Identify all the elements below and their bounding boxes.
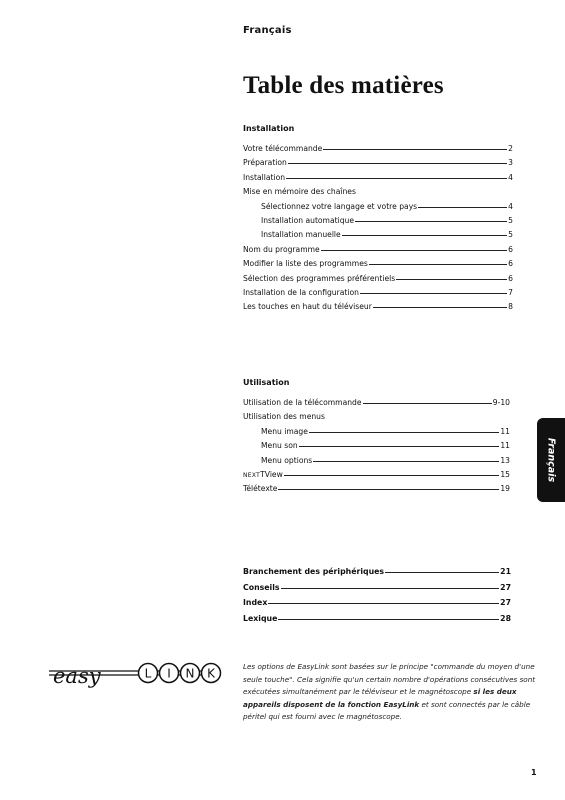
page-ref: 6	[508, 273, 513, 283]
toc-entry[interactable]: Branchement des périphériques 21	[243, 564, 511, 580]
page-ref: 9-10	[492, 398, 510, 407]
toc-entry[interactable]: Conseils 27	[243, 580, 511, 596]
page-ref: 19	[500, 484, 510, 494]
toc-subentry[interactable]: Installation manuelle 5	[243, 228, 513, 242]
toc-entry[interactable]: Nom du programme 6	[243, 243, 513, 257]
page-ref: 4	[508, 172, 513, 182]
section-heading-utilisation: Utilisation	[243, 378, 290, 387]
svg-text:N: N	[185, 666, 195, 681]
toc-entry-group: Mise en mémoire des chaînes	[243, 187, 356, 197]
toc-subentry[interactable]: Installation automatique 5	[243, 214, 513, 228]
dot-leader	[268, 603, 499, 604]
toc-subentry[interactable]: Sélectionnez votre langage et votre pays 4	[243, 200, 513, 214]
toc-subentry[interactable]: Menu son 11	[243, 439, 510, 453]
toc-section-appendix	[243, 564, 511, 626]
language-side-tab	[537, 418, 565, 502]
page-ref: 27	[500, 582, 511, 592]
dot-leader	[342, 235, 507, 236]
svg-text:K: K	[207, 666, 215, 681]
toc-entry[interactable]: Les touches en haut du téléviseur 8	[243, 300, 513, 314]
page-ref: 3	[508, 158, 513, 168]
toc-section-installation	[243, 121, 513, 315]
page-ref: 4	[508, 201, 513, 211]
toc-subentry[interactable]: Menu options 13	[243, 454, 510, 468]
dot-leader	[418, 207, 507, 208]
dot-leader	[385, 572, 499, 573]
dot-leader	[286, 178, 507, 179]
toc-entry[interactable]: Lexique 28	[243, 611, 511, 627]
page-number: 1	[531, 768, 537, 777]
language-label: Français	[243, 25, 292, 36]
page-ref: 5	[508, 230, 513, 240]
dot-leader	[281, 588, 500, 589]
page-ref: 11	[500, 426, 510, 436]
dot-leader	[278, 489, 499, 490]
page-ref: 27	[500, 598, 511, 607]
easylink-logo	[45, 655, 225, 695]
dot-leader	[299, 446, 500, 447]
svg-text:I: I	[167, 666, 171, 681]
dot-leader	[278, 619, 499, 620]
dot-leader	[355, 221, 507, 222]
toc-subentry[interactable]: Menu image 11	[243, 425, 510, 439]
toc-section-utilisation	[243, 375, 510, 497]
dot-leader	[373, 307, 507, 308]
toc-entry[interactable]: Installation de la configuration 7	[243, 286, 513, 300]
easylink-note: Les options de EasyLink sont basées sur le principe "commande du moyen d'une seule touche". Cela signifie qu'un certain nombre d'opérations consécutives sont exécutées simultanément par le téléviseur et le magnétoscope si les deux appareils disposent de la fonction EasyLink et sont connectés par le câble péritel qui est fourni avec le magnétoscope.	[243, 662, 536, 722]
toc-entry[interactable]: Sélection des programmes préférentiels 6	[243, 272, 513, 286]
toc-entry-group: Utilisation des menus	[243, 412, 325, 422]
page-ref: 7	[508, 287, 513, 297]
dot-leader	[360, 293, 507, 294]
dot-leader	[309, 432, 499, 433]
toc-entry[interactable]: Utilisation de la télécommande 9-10	[243, 396, 510, 410]
dot-leader	[363, 403, 492, 404]
page-title: Table des matières	[243, 72, 444, 99]
page-ref: 21	[500, 567, 511, 576]
svg-text:L: L	[144, 666, 152, 681]
page-ref: 28	[500, 613, 511, 623]
toc-entry[interactable]: Préparation 3	[243, 156, 513, 170]
toc-entry[interactable]: Votre télécommande 2	[243, 142, 513, 156]
toc-entry[interactable]: Index 27	[243, 595, 511, 611]
dot-leader	[313, 461, 499, 462]
dot-leader	[284, 475, 500, 476]
page-ref: 8	[508, 302, 513, 312]
logo-script: easy	[53, 664, 101, 688]
page-ref: 6	[508, 244, 513, 254]
dot-leader	[369, 264, 507, 265]
page-ref: 15	[500, 469, 510, 479]
toc-entry[interactable]: NEXTTView 15	[243, 468, 510, 482]
toc-entry[interactable]: Modifier la liste des programmes 6	[243, 257, 513, 271]
page-ref: 2	[508, 144, 513, 153]
page-ref: 6	[508, 259, 513, 269]
dot-leader	[396, 279, 507, 280]
page-ref: 5	[508, 215, 513, 225]
page-ref: 11	[500, 441, 510, 451]
page-ref: 13	[500, 455, 510, 465]
dot-leader	[288, 163, 507, 164]
section-heading-installation: Installation	[243, 124, 295, 133]
toc-entry[interactable]: Télétexte 19	[243, 482, 510, 496]
easylink-note-emphasis: si les deux appareils disposent de la fonction EasyLink	[243, 687, 517, 709]
toc-entry[interactable]: Installation 4	[243, 171, 513, 185]
dot-leader	[321, 250, 507, 251]
nextview-prefix: NEXT	[243, 471, 261, 479]
logo-letter-circles	[139, 664, 221, 683]
side-tab-label: Français	[545, 437, 557, 483]
dot-leader	[323, 149, 507, 150]
